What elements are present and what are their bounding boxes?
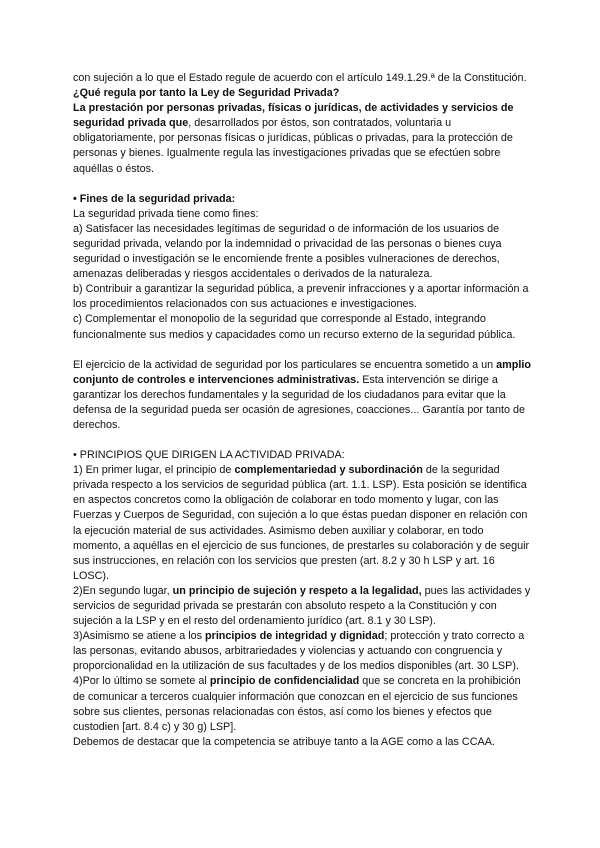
principio-3: [73, 629, 533, 674]
principio-1-after: de la seguridad privada respecto a los servicios de seguridad pública (art. 1.1. LSP). Esta posición se identifica en aspectos concretos como la obligación de colaborar en todo momento y lugar, con las Fuerzas y Cuerpos de Seguridad, con sujeción a lo que éstas puedan disponer en relación con la ejecución material de sus actividades. Asimismo deben auxiliar y colaborar, en todo momento, a aquéllas en el ejercicio de sus funciones, de prestarles su colaboración y de seguir sus instrucciones, en relación con los servicios que presten (art. 8.2 y 30 h LSP y art. 16 LOSC).: [73, 464, 530, 582]
spacer: [73, 177, 533, 192]
ejercicio-bold: amplio conjunto de controles e intervenciones administrativas.: [73, 358, 531, 386]
fines-item-a: a) Satisfacer las necesidades legítimas de seguridad o de información de los usuarios de seguridad privada, velando por la indemnidad o privacidad de las personas o bienes cuya seguridad o investigación se le encomiende frente a posibles vulneraciones de derechos, amenazas deliberadas y riesgos accidentales o derivados de la naturaleza.: [73, 222, 502, 281]
closing-paragraph: Debemos de destacar que la competencia se atribuye tanto a la AGE como a las CCAA.: [73, 735, 495, 748]
principio-4-after: que se concreta en la prohibición de comunicar a terceros cualquier información que conozcan en el ejercicio de sus funciones sobre sus clientes, personas relacionadas con éstos, así como los bienes y efectos que custodien [art. 8.4 c) y 30 g) LSP].: [73, 675, 521, 733]
question-heading: ¿Qué regula por tanto la Ley de Seguridad Privada?: [73, 87, 340, 100]
principio-3-after: ; protección y trato correcto a las personas, evitando abusos, arbitrariedades y violencias y actuando con congruencia y proporcionalidad en la utilización de sus facultades y de los medios disponibles (art. 30 LSP).: [73, 630, 525, 673]
principios-heading: • PRINCIPIOS QUE DIRIGEN LA ACTIVIDAD PRIVADA:: [73, 449, 345, 462]
principio-2-bold: un principio de sujeción y respeto a la legalidad,: [172, 584, 422, 597]
regula-paragraph: [73, 101, 533, 176]
fines-heading: • Fines de la seguridad privada:: [73, 192, 236, 205]
principio-4-before: 4)Por lo último se somete al: [73, 675, 210, 688]
spacer: [73, 343, 533, 358]
principio-3-before: 3)Asimismo se atiene a los: [73, 630, 206, 643]
fines-lead: La seguridad privada tiene como fines:: [73, 207, 259, 220]
document-page: [73, 71, 533, 750]
principio-3-bold: principios de integridad y dignidad: [205, 630, 385, 643]
principio-2-after: pues las actividades y servicios de seguridad privada se prestarán con absoluto respeto a la Constitución y con sujeción a la LSP y en el resto del ordenamiento jurídico (art. 8.1 y 30 LSP).: [73, 584, 531, 628]
spacer: [73, 433, 533, 448]
principio-2-before: 2)En segundo lugar,: [73, 584, 173, 597]
principio-1-before: 1) En primer lugar, el principio de: [73, 464, 235, 477]
intro-paragraph: con sujeción a lo que el Estado regule de acuerdo con el artículo 149.1.29.ª de la Constitución.: [73, 72, 527, 84]
principio-4-bold: principio de confidencialidad: [209, 675, 360, 688]
principio-2: [73, 584, 533, 629]
ejercicio-before: El ejercicio de la actividad de seguridad por los particulares se encuentra sometido a un: [73, 358, 497, 371]
principio-4: [73, 674, 533, 734]
principio-1: [73, 463, 533, 584]
ejercicio-after: Esta intervención se dirige a garantizar los derechos fundamentales y la seguridad de los ciudadanos para evitar que la defensa de la seguridad pueda ser ocasión de agresiones, coacciones... Garantía por tanto de derechos.: [73, 373, 525, 431]
regula-bold: La prestación por personas privadas, físicas o jurídicas, de actividades y servicios de seguridad privada que: [73, 102, 514, 130]
regula-text: , desarrollados por éstos, son contratados, voluntaria u obligatoriamente, por personas físicas o jurídicas, públicas o privadas, para la protección de personas y bienes. Igualmente regula las investigaciones privadas que se efectúen sobre aquéllas o éstos.: [73, 117, 513, 175]
fines-item-b: b) Contribuir a garantizar la seguridad pública, a prevenir infracciones y a aportar información a los procedimientos relacionados con sus actuaciones e investigaciones.: [73, 283, 529, 311]
fines-item-c: c) Complementar el monopolio de la seguridad que corresponde al Estado, integrando funcionalmente sus medios y capacidades como un recurso externo de la seguridad pública.: [73, 313, 516, 341]
ejercicio-paragraph: [73, 358, 533, 433]
principio-1-bold: complementariedad y subordinación: [234, 464, 423, 477]
